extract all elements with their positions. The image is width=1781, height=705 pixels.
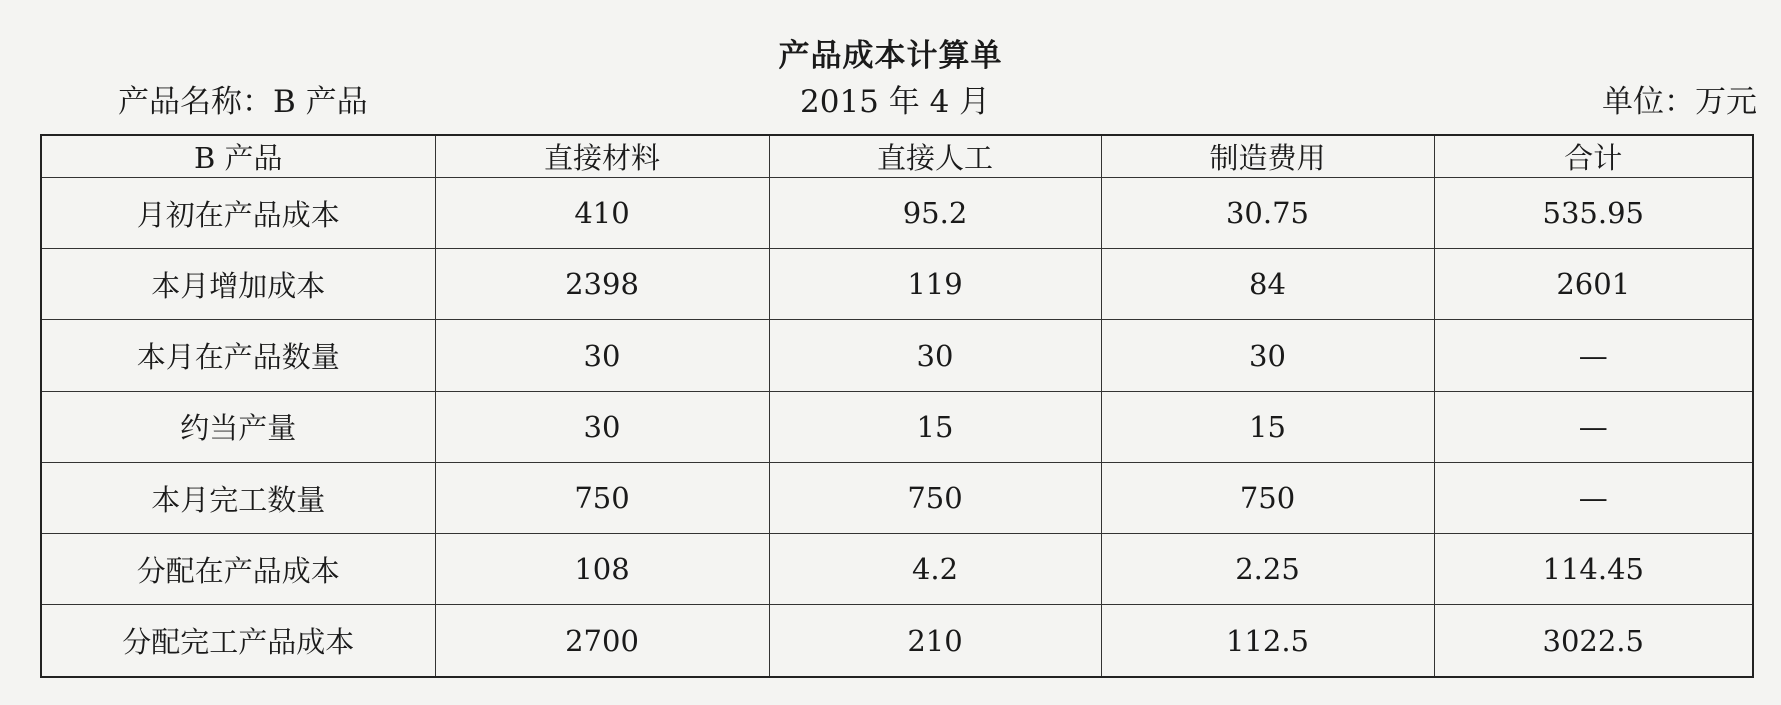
row-label: 本月完工数量 <box>41 462 435 533</box>
table-cell: 535.95 <box>1434 178 1753 249</box>
table-row <box>41 249 1753 320</box>
row-label: 本月增加成本 <box>41 249 435 320</box>
document-title: 产品成本计算单 <box>778 38 1003 74</box>
table-cell: 95.2 <box>769 178 1101 249</box>
row-label: 分配在产品成本 <box>41 534 435 605</box>
table-row <box>41 320 1753 391</box>
product-name: 产品名称：B 产品 <box>118 84 368 120</box>
table-row <box>41 391 1753 462</box>
header-cell-direct-labor: 直接人工 <box>769 135 1101 178</box>
table-cell: 210 <box>769 605 1101 677</box>
table-cell: 30 <box>435 320 769 391</box>
table-cell: 15 <box>769 391 1101 462</box>
table-cell: 112.5 <box>1101 605 1434 677</box>
table-cell: 30 <box>769 320 1101 391</box>
table-cell: 114.45 <box>1434 534 1753 605</box>
table-cell: 750 <box>769 462 1101 533</box>
table-header-row <box>41 135 1753 178</box>
table-row <box>41 534 1753 605</box>
table-cell: 410 <box>435 178 769 249</box>
header-cell-total: 合计 <box>1434 135 1753 178</box>
table-cell: 84 <box>1101 249 1434 320</box>
table-cell: 3022.5 <box>1434 605 1753 677</box>
table-cell: — <box>1434 320 1753 391</box>
table-cell: 750 <box>435 462 769 533</box>
table-cell: 750 <box>1101 462 1434 533</box>
table-cell: — <box>1434 462 1753 533</box>
table-cell: 119 <box>769 249 1101 320</box>
table-cell: 30.75 <box>1101 178 1434 249</box>
table-cell: 108 <box>435 534 769 605</box>
table-row <box>41 605 1753 677</box>
table-cell: — <box>1434 391 1753 462</box>
row-label: 分配完工产品成本 <box>41 605 435 677</box>
row-label: 约当产量 <box>41 391 435 462</box>
table-cell: 2700 <box>435 605 769 677</box>
row-label: 月初在产品成本 <box>41 178 435 249</box>
unit-label: 单位：万元 <box>1602 84 1757 120</box>
table-cell: 30 <box>435 391 769 462</box>
table-cell: 2398 <box>435 249 769 320</box>
table-row <box>41 462 1753 533</box>
header-cell-direct-materials: 直接材料 <box>435 135 769 178</box>
table-cell: 2.25 <box>1101 534 1434 605</box>
table-cell: 30 <box>1101 320 1434 391</box>
cost-table <box>40 134 1754 678</box>
header-cell-product: B 产品 <box>41 135 435 178</box>
report-date: 2015 年 4 月 <box>800 84 991 120</box>
table-cell: 4.2 <box>769 534 1101 605</box>
table-cell: 15 <box>1101 391 1434 462</box>
row-label: 本月在产品数量 <box>41 320 435 391</box>
header-cell-manufacturing-overhead: 制造费用 <box>1101 135 1434 178</box>
table-cell: 2601 <box>1434 249 1753 320</box>
table-row <box>41 178 1753 249</box>
